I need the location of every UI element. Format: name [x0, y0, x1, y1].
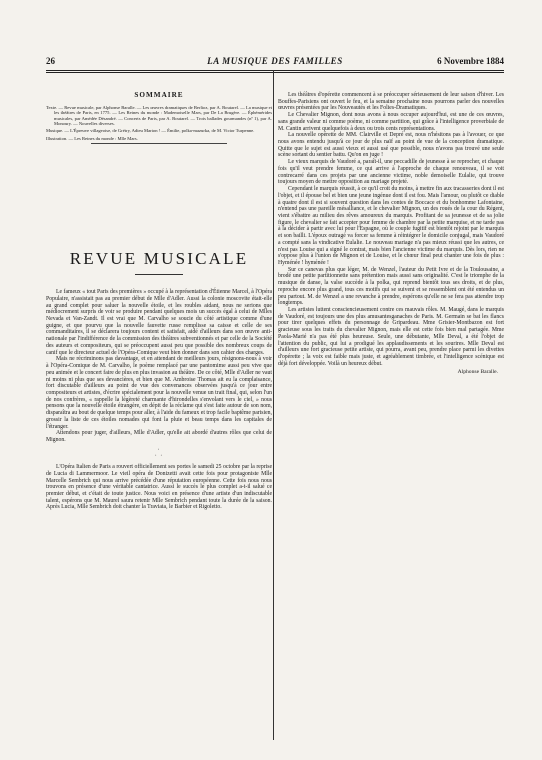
sommaire-texte: Texte. — Revue musicale, par Alphonse Baralle. — Les œuvres dramatiques de Berlioz, par A. Boutarel. — La musique et les théâtres de Paris, en 1775. — Les Reines du monde : Mademoiselle Mars, par De La Brugère. — Éphémérides musicales, par Amédée Désandré. — Concerts de Paris, par A. Boutarel. — Trois ballades gourmandes (nº 1), par A. Monoury. — Nouvelles diverses.: [46, 104, 272, 126]
paragraph: L'Opéra Italien de Paris a rouvert officiellement ses portes le samedi 25 octobre par la reprise de Lucia di Lammermoor. Le vieil opéra de Donizetti avait cette fois pour protagoniste Mlle Marcelle Sembrich qui nous arrive précédée d'une réputation européenne. Cette fois nous nous trouvons en présence d'une véritable cantatrice. Aussi le succès le plus complet a-t-il salué ce premier début, et c'était de toute justice. Nous voici en présence d'une artiste d'un indiscutable talent, espérons que M. Maurel saura retenir Mlle Sembrich pendant toute la durée de la saison. Après Lucia, Mlle Sembrich doit chanter la Traviata, le Barbier et Rigoletto.: [46, 464, 272, 511]
header-rule-double: [46, 72, 504, 73]
sommaire-musique: Musique. — L'Épreuve villageoise, de Grétry, Adieu Marton ! — Émilie, polka-mazurka, de M. Victor Turpenne.: [46, 128, 255, 134]
paragraph: Les théâtres d'opérette commencent à se préoccuper sérieusement de leur saison d'hiver. Les Bouffes-Parisiens ont ouvert le feu, et la semaine prochaine nous pourrons parler des nouvelles œuvres présentées par les Nouveautés et les Folies-Dramatiques.: [278, 92, 504, 112]
left-column: [46, 92, 272, 511]
paragraph: La nouvelle opérette de MM. Clairville et Depré est, nous n'hésitons pas à l'avouer, ce que nous avons entendu jusqu'à ce jour de plus naïf au point de vue de la conception dramatique. Quitte que le sujet est aussi vieux et aussi usé que possible, nous n'avons pas trouvé une seule scène sortant du sentier battu. Qu'on en juge !: [278, 132, 504, 159]
paragraph: Le vieux marquis de Vaudoré a, paraît-il, une peccadille de jeunesse à se reprocher, et chaque fois qu'il veut prendre femme, ce qui arrive à l'approche de chaque renouveau, il se voit contrecarré dans ces projets par une ancienne victime, noble demoiselle Eulalie, qui trouve toujours moyen de mettre opposition au mariage projeté.: [278, 159, 504, 186]
paragraph: Les artistes luttent consciencieusement contre ces mauvais rôles. M. Maugé, dans le marquis de Vaudoré, est toujours une des plus amusantesganaches de Paris. M. Germain se bat les flancs pour tirer quelques effets du personnage de Gripardeau. Mme Grisier-Montbazon est fort gracieuse sous les traits du chevalier Mignon, mais elle est cette fois bien mal partagée. Mme Paola-Marié n'a pas été plus heureuse. Seule, une débutante, Mlle Deval, a été l'objet de l'attention du public, qui lui a prodigué les applaudissements et les sourires. Mlle Deval est d'ailleurs une fort gracieuse petite artiste, qui pourra, avant peu, prendre place parmi les divettes d'opérette ; la voix est faible mais juste, et agréablement timbrée, et l'intelligence scénique est déjà fort développée. Voilà un heureux début.: [278, 307, 504, 367]
paragraph: Le fameux « tout Paris des premières » occupé à la représentation d'Étienne Marcel, à l'Opéra Populaire, n'assistait pas au premier début de Mlle d'Adler. Aussi la colonie moscovite était-elle au grand complet pour saluer la nouvelle étoile, et les roubles aidant, nous ne serions que médiocrement surpris de voir se produire pendant quelques mois un succès égal à celui de Mlles Nevada et Van-Zandt. Il est vrai que M. Carvalho se soucie du côté artistique comme d'une guigne, et que pourvu que la nouvelle fauvette russe remplisse sa caisse et celle de ses commanditaires, il se déclarera toujours content et satisfait, aidé d'ailleurs dans son œuvre anti-nationale par l'indifférence de la commission des théâtres subventionnés et par celle de la Société des auteurs et compositeurs, qui se préoccupent aussi peu que possible des nombreux coups de canif que le directeur actuel de l'Opéra-Comique veut bien donner dans son cahier des charges.: [46, 289, 272, 356]
column-separator: [273, 70, 274, 740]
section-title: REVUE MUSICALE: [69, 249, 249, 269]
paragraph: Attendons pour juger, d'ailleurs, Mlle d'Adler, qu'elle ait abordé d'autres rôles que celui de Mignon.: [46, 430, 272, 443]
sommaire-title: SOMMAIRE: [134, 91, 184, 99]
sommaire-rule: [91, 143, 227, 144]
sommaire-illustration: Illustration. — Les Reines du monde : Mlle Mars.: [46, 135, 138, 141]
right-column: [278, 92, 504, 376]
paragraph: Sur ce canevas plus que léger, M. de Wenzel, l'auteur du Petit Ivre et de la Toulousaine, a brodé une petite partitionnette sans prétention mais aussi sans originalité. C'est le triomphe de la musique de danse, la valse succède à la polka, qui reprend bientôt tous ses droits, et de plus, reproche encore plus grand, tous ces motifs qui se suivent et se ressemblent ont été entendus un peu partout. M. de Wenzel a une revanche à prendre, espérons qu'elle ne se fera pas attendre trop longtemps.: [278, 266, 504, 307]
running-header: [46, 56, 504, 68]
issue-date: 6 Novembre 1884: [437, 56, 504, 66]
title-rule: [135, 274, 183, 275]
paragraph: Cependant le marquis réussit, à ce qu'il croit du moins, à mettre fin aux tracasseries dont il est l'objet, et il épouse bel et bien une jeune ingénue dont il est fou. Mais l'amour, ou plutôt ce diable à quatre dont il est si souvent question dans les contes de Boccace et du bonhomme Lafontaine, n'entend pas une pareille mésalliance, et le chevalier Mignon, un des roués de la cour du Régent, vient s'ébattre au milieu des rêves amoureux du marquis. Profitant de sa jeunesse et de sa jolie figure, le chevalier se fait accepter pour femme de chambre par la petite marquise, et ne tarde pas à la décider à partir avec lui pour l'Espagne, où le couple fugitif est bientôt rejoint par le marquis et son bailli. L'époux outragé va forcer sa femme à réintégrer le domicile conjugal, mais Vaudoré a compté sans la vindicative Eulalie. Le nouveau mariage n'a pas mieux réussi que les autres, ce n'est pas Louise qui a signé le contrat, mais bien l'ancienne victime du marquis. Dès lors, rien ne s'oppose plus à l'union de Mignon et de Louise, et le chœur final peut chanter une fois de plus : Hyménée ! hyménée !: [278, 186, 504, 266]
asterism-divider: · · ·: [154, 446, 164, 460]
header-rule: [46, 70, 504, 71]
magazine-title: LA MUSIQUE DES FAMILLES: [207, 56, 343, 66]
paragraph: Mais ne récriminons pas davantage, et en attendant de meilleurs jours, résignons-nous à voir à l'Opéra-Comique de M. Carvalho, le poème remplacé par une pantomime aussi peu vive que peu animée et le concert faire de plus en plus invasion au théâtre. De ce côté, Mlle d'Adler ne vaut ni moins ni plus que ses devancières, et bien que M. Ambroise Thomas ait eu la complaisance, fort discutable d'ailleurs au point de vue des convenances observées jusqu'à ce jour entre compositeurs et artistes, d'écrire spécialement pour la nouvelle venue un trait final, qui, selon l'un de nos confrères, « rappelle la légèreté charmante d'hirondelles s'envolant vers le ciel, » nous pensons que la nouvelle étoile étrangère, en dépit de la réclame qui s'est faite autour de son nom, disparaîtra au bout de quelque temps pour aller, à l'aide du fameux et trop facile baptême parisien, grossir la liste de ces étoiles nomades qui font la pluie et beau temps dans les capitales de l'étranger.: [46, 356, 272, 430]
sommaire-box: [46, 92, 272, 144]
page-number: 26: [46, 56, 55, 66]
author-signature: Alphonse Baralle.: [457, 369, 498, 376]
paragraph: Le Chevalier Mignon, dont nous avons à nous occuper aujourd'hui, est une de ces œuvres, sans grande valeur ni comme poème, ni comme partition, qui grâce à l'intelligence proverbiale de M. Cantin arrivent quelquefois à deux ou trois cents représentations.: [278, 112, 504, 132]
